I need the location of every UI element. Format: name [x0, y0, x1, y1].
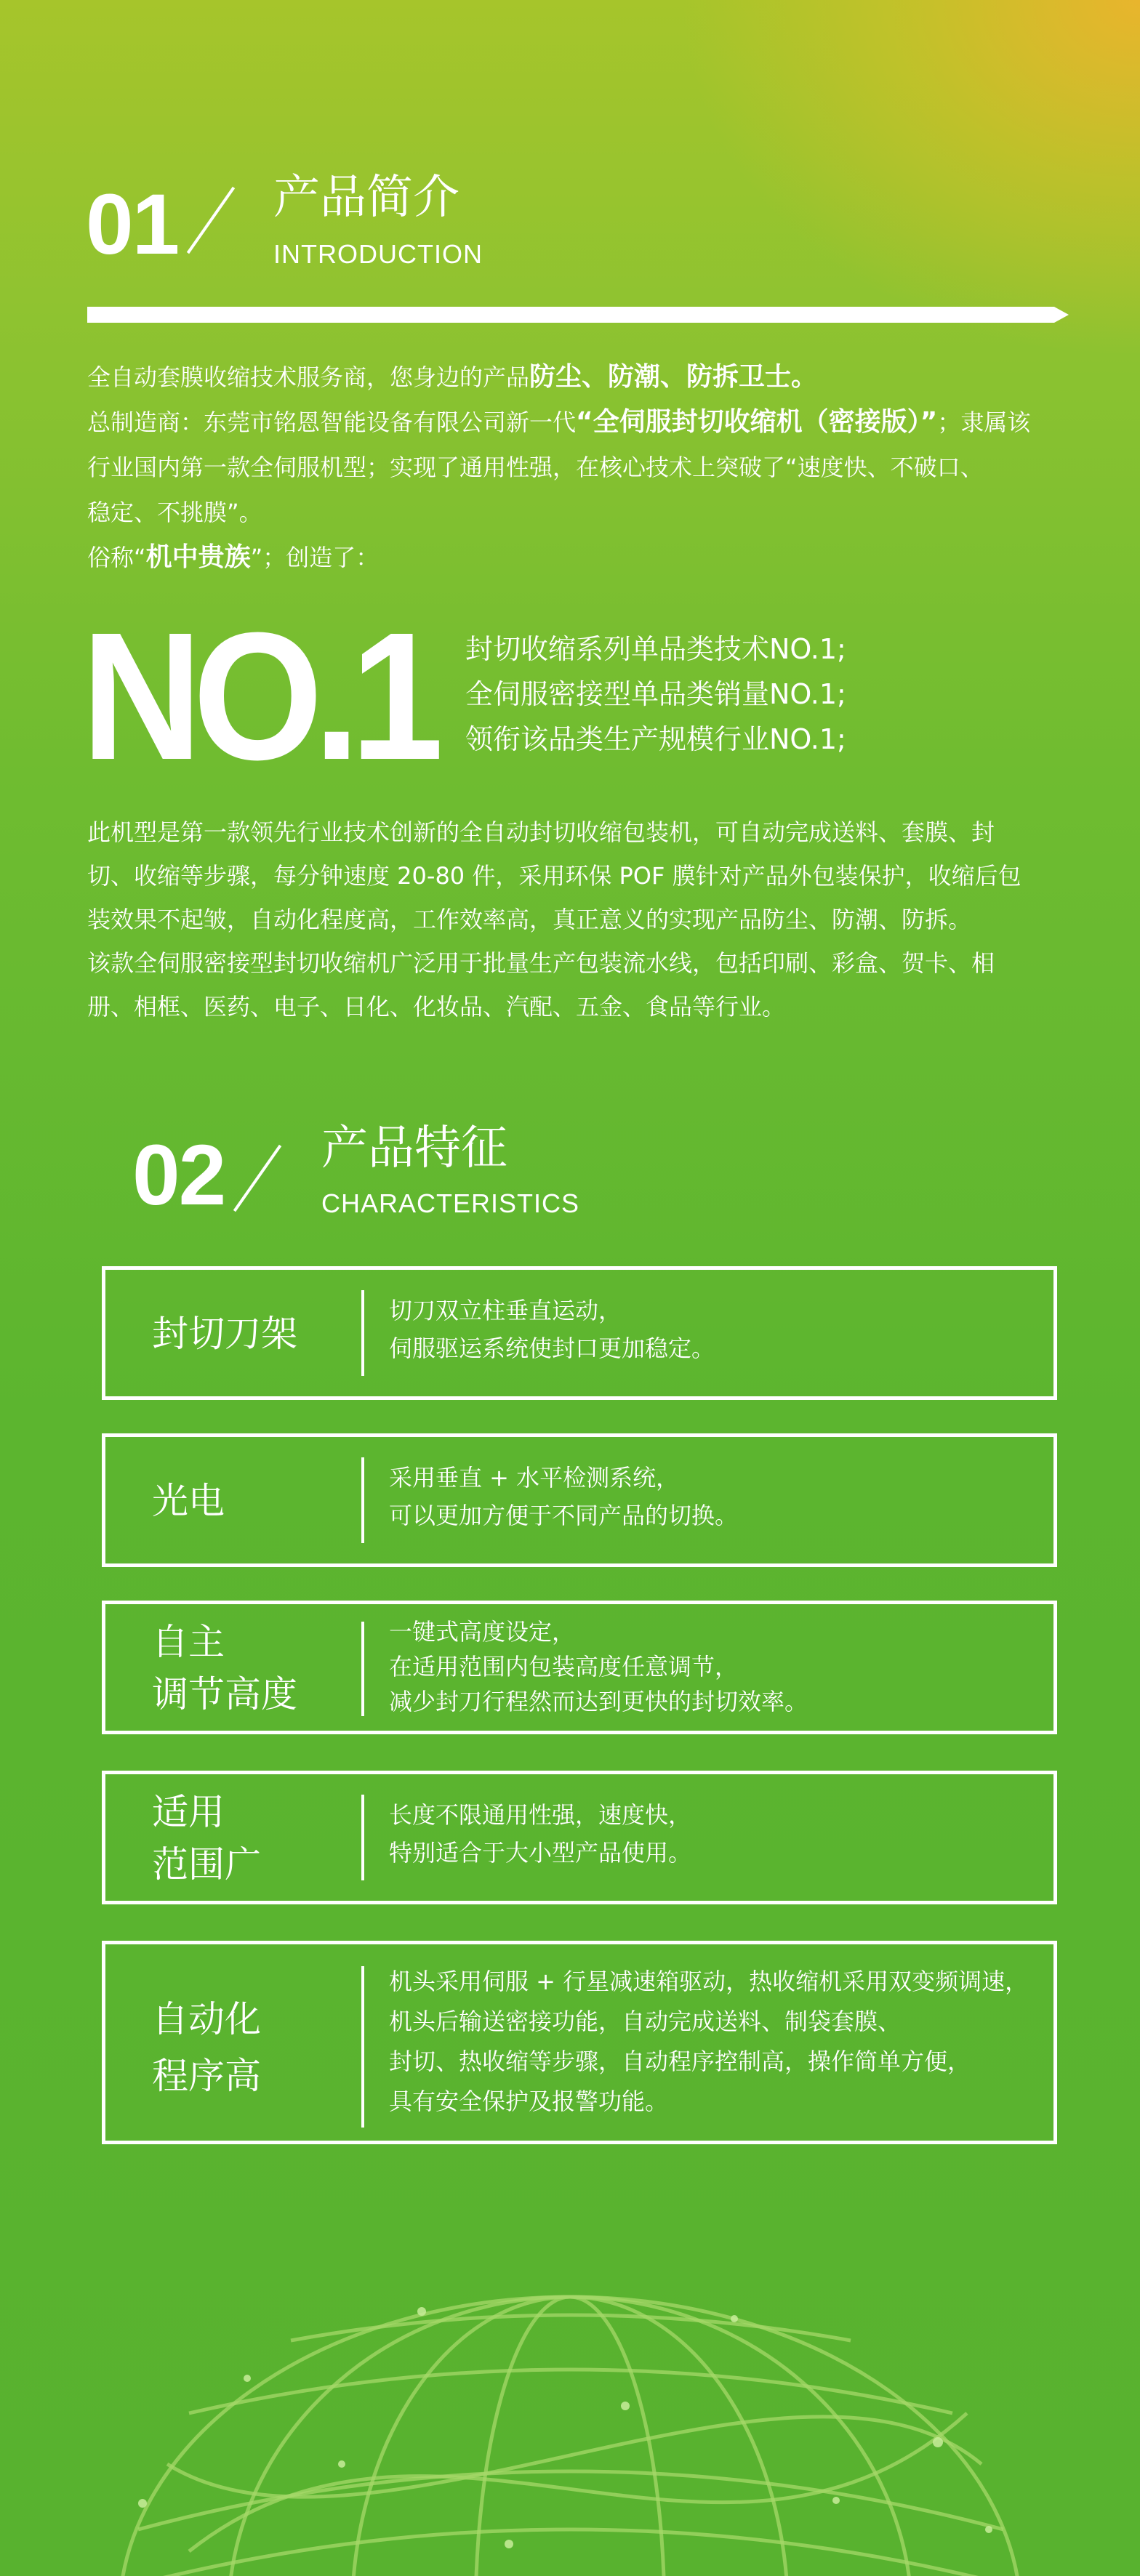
feature-divider [361, 1457, 364, 1543]
desc-line-1: 此机型是第一款领先行业技术创新的全自动封切收缩包装机，可自动完成送料、套膜、封 [87, 818, 995, 846]
feature-box-photoelectric [102, 1433, 1057, 1567]
section-1-header [86, 171, 595, 276]
desc-line-4: 该款全伺服密接型封切收缩机广泛用于批量生产包装流水线，包括印刷、彩盒、贺卡、相 [87, 949, 995, 977]
desc-line-3: 装效果不起皱，自动化程度高，工作效率高，真正意义的实现产品防尘、防潮、防拆。 [87, 906, 972, 933]
desc-line-5: 册、相框、医药、电子、日化、化妆品、汽配、五金、食品等行业。 [87, 993, 786, 1021]
section-1-number: 01 [86, 177, 179, 273]
feature-box-automation [102, 1941, 1057, 2144]
intro-line-3: 行业国内第一款全伺服机型；实现了通用性强，在核心技术上突破了“速度快、不破口、 [87, 454, 984, 481]
feature-desc: 长度不限通用性强，速度快， 特别适合于大小型产品使用。 [389, 1801, 692, 1867]
feature-title: 光电 [152, 1480, 225, 1522]
no1-big-text: NO.1 [81, 595, 435, 797]
section-2-title: 产品特征 [321, 1122, 507, 1175]
feature-desc: 一键式高度设定， 在适用范围内包装高度任意调节， 减少封刀行程然而达到更快的封切效率。 [389, 1618, 808, 1715]
feature-divider [361, 1622, 364, 1716]
section-1-subtitle: INTRODUCTION [273, 239, 483, 269]
globe-decoration [0, 2224, 1140, 2576]
no1-item-2: 全伺服密接型单品类销量NO.1; [465, 678, 846, 710]
no1-item-1: 封切收缩系列单品类技术NO.1; [465, 633, 846, 665]
intro-line-4: 稳定、不挑膜”。 [87, 499, 262, 526]
feature-divider [361, 1966, 364, 2128]
feature-title: 自动化 程序高 [152, 1998, 261, 2097]
section-2-header [132, 1118, 641, 1223]
intro-paragraph [87, 355, 1091, 580]
section-divider [87, 307, 1069, 323]
feature-title: 自主 调节高度 [152, 1621, 297, 1715]
section-2-number: 02 [132, 1127, 225, 1223]
feature-box-height [102, 1601, 1057, 1734]
feature-desc: 机头采用伺服 + 行星减速箱驱动，热收缩机采用双变频调速， 机头后输送密接功能，自动完成送料、制袋套膜、 封切、热收缩等步骤，自动程序控制高，操作简单方便， 具有安全保护及报警功能。 [389, 1968, 1029, 2115]
feature-title: 封切刀架 [152, 1313, 297, 1355]
feature-box-range [102, 1771, 1057, 1904]
intro-line-5: 俗称“机中贵族”；创造了： [87, 542, 380, 572]
feature-divider [361, 1795, 364, 1880]
feature-box-cutter [102, 1266, 1057, 1400]
feature-title: 适用 范围广 [152, 1791, 261, 1885]
feature-divider [361, 1290, 364, 1376]
no1-item-3: 领衔该品类生产规模行业NO.1; [465, 723, 846, 755]
section-2-subtitle: CHARACTERISTICS [321, 1188, 580, 1218]
desc-line-2: 切、收缩等步骤，每分钟速度 20-80 件，采用环保 POF 膜针对产品外包装保护，收缩后包 [87, 862, 1021, 890]
feature-desc: 切刀双立柱垂直运动， 伺服驱运系统使封口更加稳定。 [389, 1297, 715, 1362]
intro-line-2: 总制造商：东莞市铭恩智能设备有限公司新一代“全伺服封切收缩机（密接版）”；隶属该 [87, 407, 1031, 437]
no1-list [465, 627, 1061, 762]
section-2-slash [233, 1145, 281, 1212]
description-paragraph [87, 810, 1105, 1029]
section-1-title: 产品简介 [273, 171, 459, 225]
intro-line-1: 全自动套膜收缩技术服务商，您身边的产品防尘、防潮、防拆卫士。 [87, 362, 818, 392]
section-1-slash [187, 187, 235, 254]
feature-desc: 采用垂直 + 水平检测系统， 可以更加方便于不同产品的切换。 [389, 1464, 739, 1529]
